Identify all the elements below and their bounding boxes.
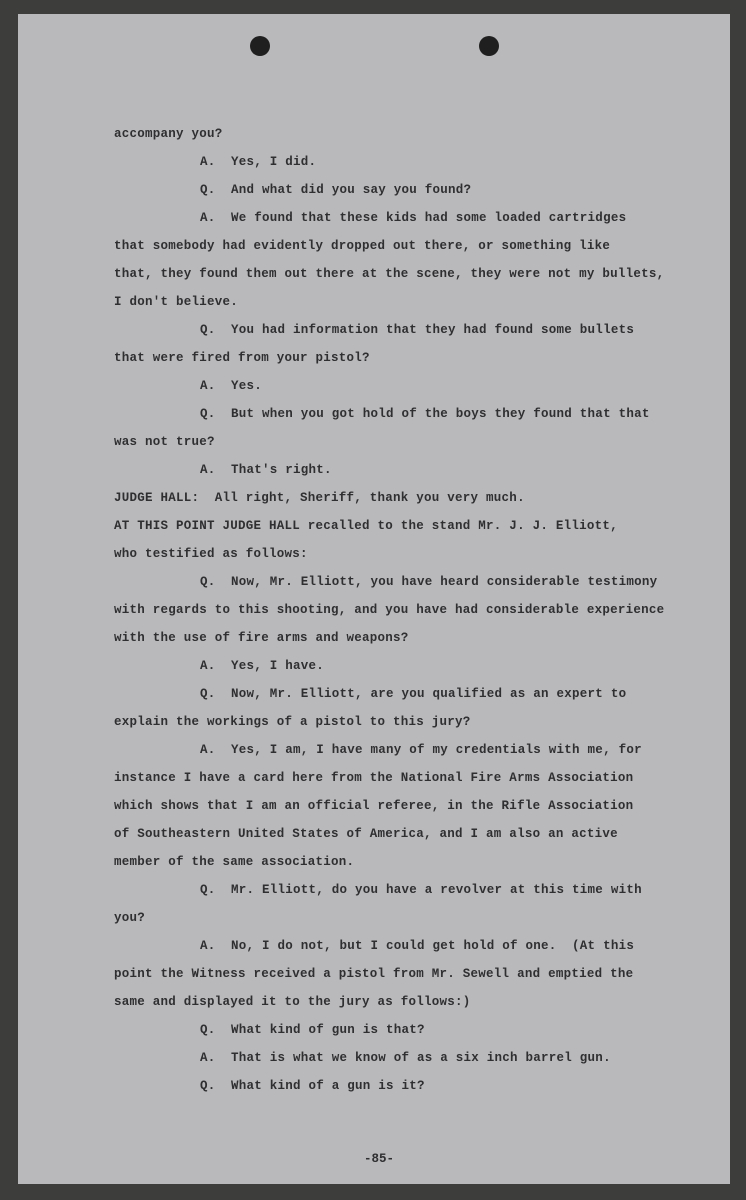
transcript-line: A. That is what we know of as a six inch barrel gun. (200, 1051, 611, 1065)
transcript-line: accompany you? (114, 127, 223, 141)
transcript-line: A. No, I do not, but I could get hold of one. (At this (200, 939, 635, 953)
page-number: -85- (364, 1152, 395, 1166)
transcript-line: was not true? (114, 435, 215, 449)
transcript-body (18, 14, 730, 1184)
transcript-line: Q. Mr. Elliott, do you have a revolver at this time with (200, 883, 642, 897)
transcript-line: A. Yes. (200, 379, 263, 393)
transcript-line: Q. What kind of a gun is it? (200, 1079, 425, 1093)
transcript-line: Q. But when you got hold of the boys they found that that (200, 407, 650, 421)
transcript-line: A. We found that these kids had some loaded cartridges (200, 211, 627, 225)
transcript-line: AT THIS POINT JUDGE HALL recalled to the stand Mr. J. J. Elliott, (114, 519, 618, 533)
transcript-line: Q. Now, Mr. Elliott, are you qualified as an expert to (200, 687, 627, 701)
transcript-line: Q. You had information that they had found some bullets (200, 323, 635, 337)
transcript-line: Q. What kind of gun is that? (200, 1023, 425, 1037)
transcript-line: instance I have a card here from the National Fire Arms Association (114, 771, 634, 785)
transcript-line: who testified as follows: (114, 547, 308, 561)
document-page (18, 14, 730, 1184)
transcript-line: with the use of fire arms and weapons? (114, 631, 409, 645)
transcript-line: member of the same association. (114, 855, 355, 869)
transcript-line: point the Witness received a pistol from Mr. Sewell and emptied the (114, 967, 634, 981)
transcript-line: A. Yes, I am, I have many of my credentials with me, for (200, 743, 642, 757)
transcript-line: A. Yes, I have. (200, 659, 325, 673)
transcript-line: JUDGE HALL: All right, Sheriff, thank you very much. (114, 491, 525, 505)
transcript-line: A. That's right. (200, 463, 332, 477)
transcript-line: of Southeastern United States of America, and I am also an active (114, 827, 618, 841)
transcript-line: A. Yes, I did. (200, 155, 317, 169)
transcript-line: I don't believe. (114, 295, 239, 309)
transcript-line: that somebody had evidently dropped out there, or something like (114, 239, 611, 253)
transcript-line: Q. And what did you say you found? (200, 183, 472, 197)
transcript-line: same and displayed it to the jury as follows:) (114, 995, 471, 1009)
transcript-line: explain the workings of a pistol to this jury? (114, 715, 471, 729)
transcript-line: which shows that I am an official referee, in the Rifle Association (114, 799, 634, 813)
transcript-line: that, they found them out there at the scene, they were not my bullets, (114, 267, 665, 281)
transcript-line: that were fired from your pistol? (114, 351, 370, 365)
transcript-line: with regards to this shooting, and you have had considerable experience (114, 603, 665, 617)
transcript-line: you? (114, 911, 146, 925)
transcript-line: Q. Now, Mr. Elliott, you have heard considerable testimony (200, 575, 658, 589)
